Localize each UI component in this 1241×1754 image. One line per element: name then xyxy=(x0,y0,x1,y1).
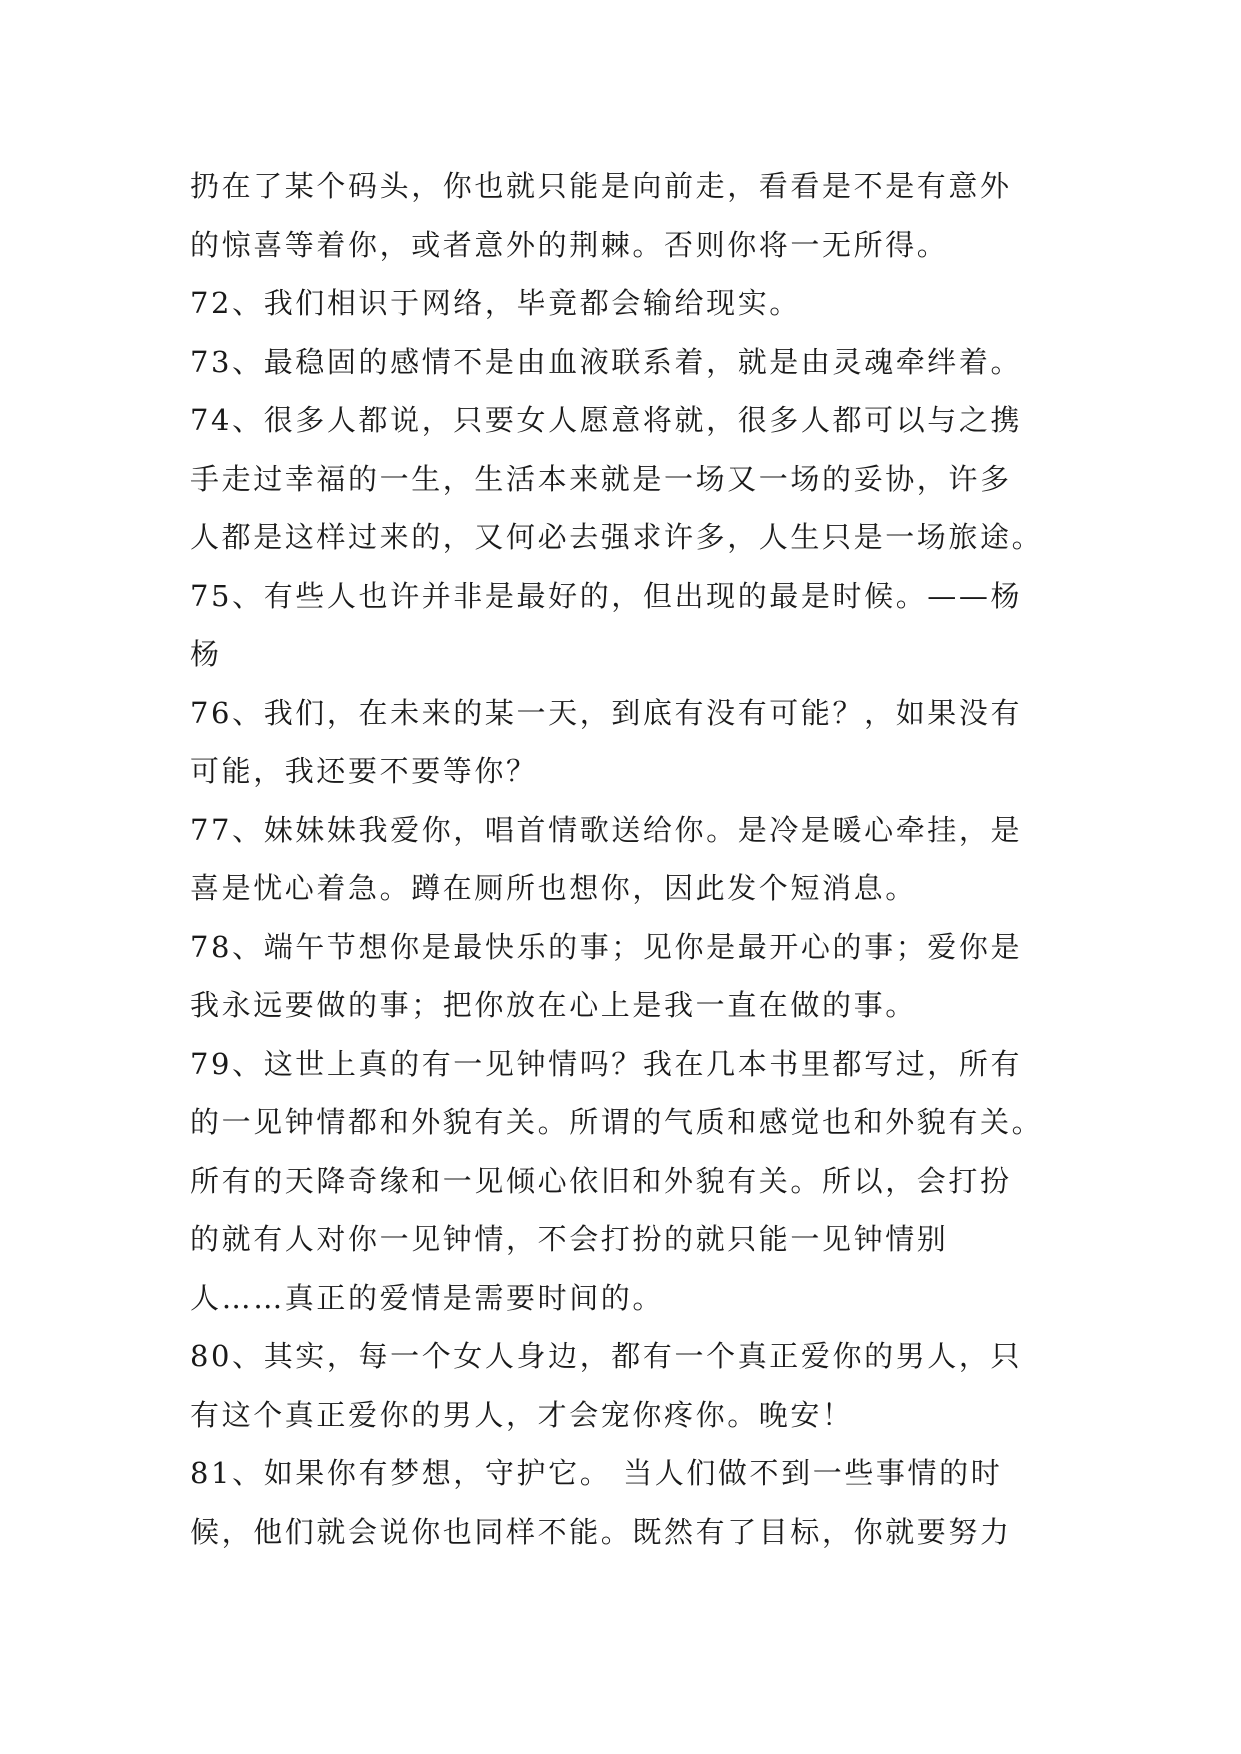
text-line: 有这个真正爱你的男人，才会宠你疼你。晚安！ xyxy=(190,1397,854,1432)
text-line: 81、如果你有梦想，守护它。 当人们做不到一些事情的时 xyxy=(190,1456,1003,1490)
text-line: 72、我们相识于网络，毕竟都会输给现实。 xyxy=(190,286,801,320)
text-line: 74、很多人都说，只要女人愿意将就，很多人都可以与之携 xyxy=(190,403,1023,437)
text-line: 所有的天降奇缘和一见倾心依旧和外貌有关。所以，会打扮 xyxy=(190,1163,1012,1198)
text-line: 的一见钟情都和外貌有关。所谓的气质和感觉也和外貌有关。 xyxy=(190,1105,1044,1139)
text-line: 77、妹妹妹我爱你，唱首情歌送给你。是冷是暖心牵挂，是 xyxy=(190,812,1023,847)
document-body xyxy=(190,157,1070,1561)
text-line: 杨 xyxy=(190,637,222,671)
text-line: 的就有人对你一见钟情，不会打扮的就只能一见钟情别 xyxy=(190,1222,949,1256)
text-line: 扔在了某个码头，你也就只能是向前走，看看是不是有意外 xyxy=(190,169,1012,203)
text-line: 可能，我还要不要等你？ xyxy=(190,754,538,788)
text-line: 的惊喜等着你，或者意外的荆棘。否则你将一无所得。 xyxy=(190,227,949,262)
text-line: 人……真正的爱情是需要时间的。 xyxy=(190,1280,665,1315)
text-line: 手走过幸福的一生，生活本来就是一场又一场的妥协，许多 xyxy=(190,461,1012,496)
text-line: 73、最稳固的感情不是由血液联系着，就是由灵魂牵绊着。 xyxy=(190,344,1023,379)
text-line: 76、我们，在未来的某一天，到底有没有可能？，如果没有 xyxy=(190,695,1023,730)
text-line: 我永远要做的事；把你放在心上是我一直在做的事。 xyxy=(190,988,917,1022)
text-line: 75、有些人也许并非是最好的，但出现的最是时候。——杨 xyxy=(190,578,1023,613)
text-line: 人都是这样过来的，又何必去强求许多，人生只是一场旅途。 xyxy=(190,520,1044,554)
text-line: 80、其实，每一个女人身边，都有一个真正爱你的男人，只 xyxy=(190,1339,1023,1373)
text-line: 候，他们就会说你也同样不能。既然有了目标，你就要努力 xyxy=(190,1514,1012,1549)
text-line: 79、这世上真的有一见钟情吗？我在几本书里都写过，所有 xyxy=(190,1046,1023,1081)
text-line: 78、端午节想你是最快乐的事；见你是最开心的事；爱你是 xyxy=(190,929,1023,964)
text-line: 喜是忧心着急。蹲在厕所也想你，因此发个短消息。 xyxy=(190,871,917,905)
